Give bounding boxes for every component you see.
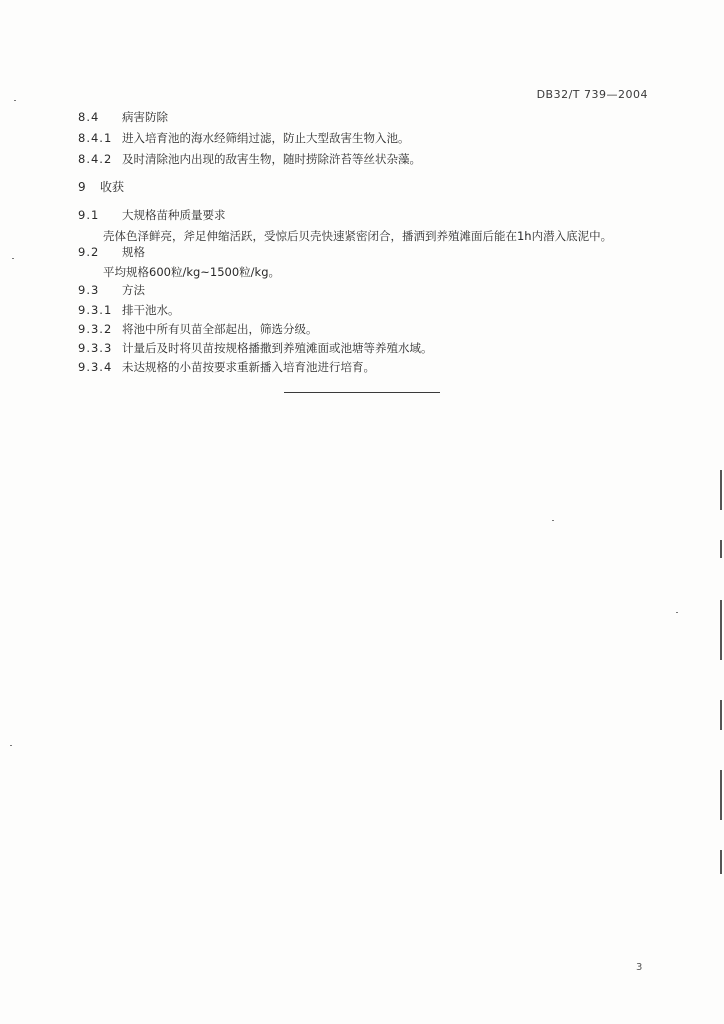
section-number: 9 [78,180,86,194]
clause-text: 未达规格的小苗按要求重新播入培育池进行培育。 [122,360,375,374]
clause-9-3-4 [78,360,375,374]
clause-number: 9.3.1 [78,303,113,317]
scan-speck [14,100,16,101]
clause-number: 9.2 [78,245,100,259]
clause-text: 进入培育池的海水经筛绢过滤，防止大型敌害生物入池。 [122,131,410,145]
clause-number: 8.4.2 [78,152,113,166]
clause-title: 大规格苗种质量要求 [122,208,226,222]
clause-number: 9.3.3 [78,341,113,355]
clause-text: 排干池水。 [122,303,180,317]
clause-title: 病害防除 [122,110,168,124]
clause-9-3 [78,283,145,297]
scan-artifact [720,850,722,874]
scan-speck [12,258,14,259]
clause-number: 9.1 [78,208,100,222]
scan-speck [552,520,554,521]
standard-code: DB32/T 739—2004 [536,88,648,101]
clause-8-4 [78,110,168,124]
clause-9-2 [78,245,145,259]
scan-speck [10,745,12,746]
clause-9-3-3 [78,341,433,355]
scan-artifact [720,470,722,510]
scan-artifact [720,770,722,820]
clause-number: 8.4.1 [78,131,113,145]
clause-text: 计量后及时将贝苗按规格播撒到养殖滩面或池塘等养殖水域。 [122,341,433,355]
section-title: 收获 [100,180,125,194]
end-of-text-rule [284,392,440,393]
page-number: 3 [636,962,643,973]
clause-9-2-body: 平均规格600粒/kg~1500粒/kg。 [103,265,281,279]
clause-number: 9.3.4 [78,360,113,374]
clause-9-1 [78,208,226,222]
clause-number: 9.3.2 [78,322,113,336]
clause-title: 规格 [122,245,145,259]
scan-artifact [720,700,722,730]
clause-text: 及时清除池内出现的敌害生物，随时捞除浒苔等丝状杂藻。 [122,152,421,166]
clause-8-4-1 [78,131,410,145]
clause-8-4-2 [78,152,421,166]
section-9 [78,180,124,194]
clause-9-1-body: 壳体色泽鲜亮，斧足伸缩活跃，受惊后贝壳快速紧密闭合，播洒到养殖滩面后能在1h内潜入底泥中。 [103,229,613,243]
clause-9-3-1 [78,303,180,317]
clause-number: 8.4 [78,110,100,124]
clause-number: 9.3 [78,283,100,297]
clause-9-3-2 [78,322,318,336]
scan-speck [676,612,678,613]
clause-text: 将池中所有贝苗全部起出，筛选分级。 [122,322,318,336]
scan-artifact [720,540,722,558]
scan-artifact [720,600,722,660]
clause-title: 方法 [122,283,145,297]
